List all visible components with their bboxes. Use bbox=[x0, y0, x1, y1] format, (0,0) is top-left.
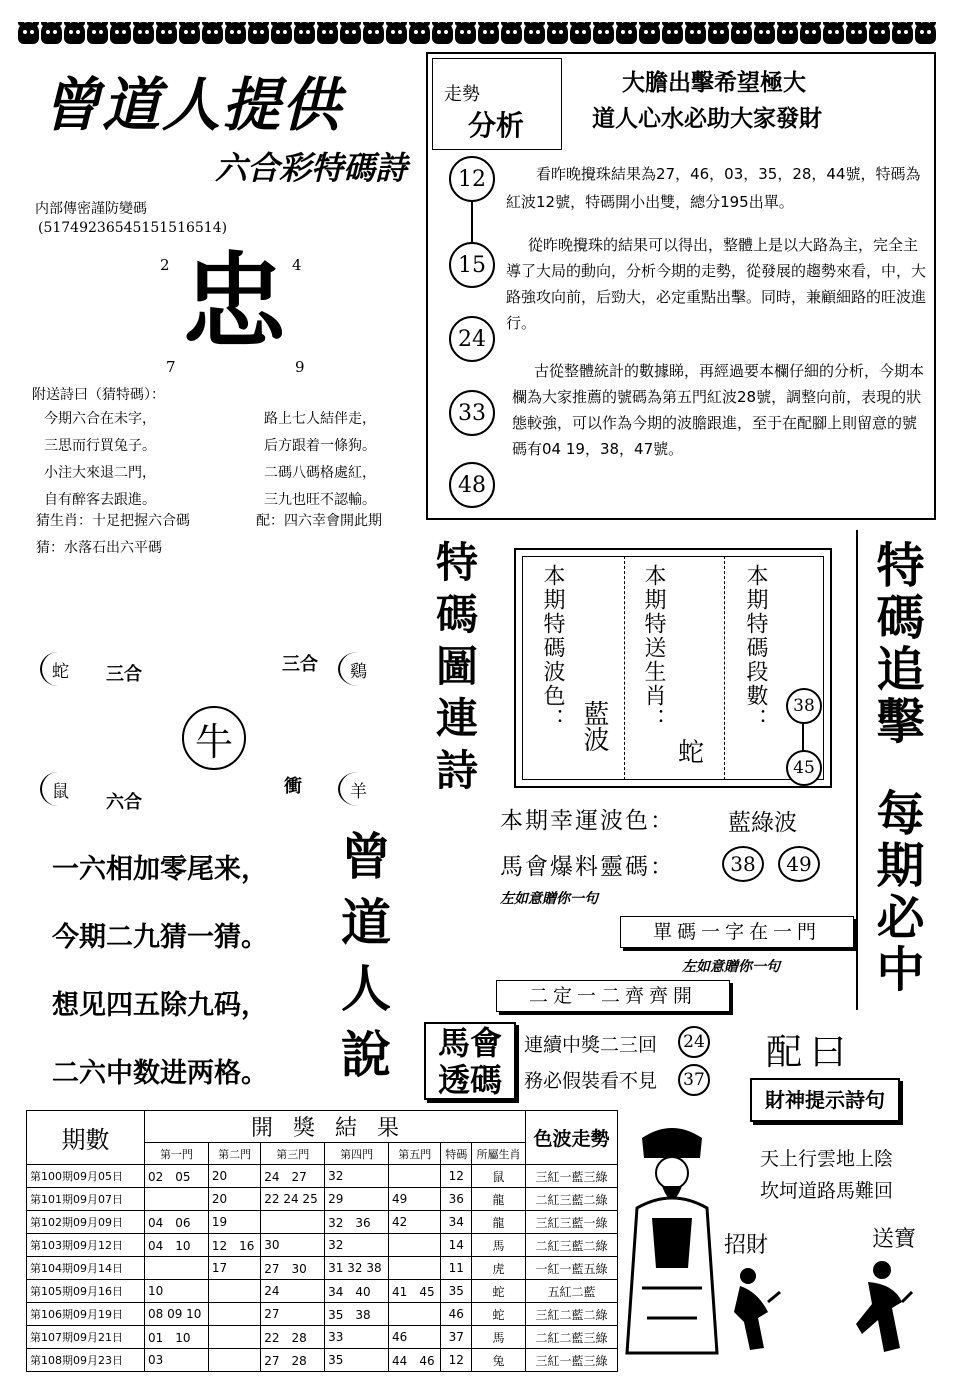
gate-header: 第四門 bbox=[325, 1143, 389, 1165]
bull-icon bbox=[455, 22, 476, 44]
analysis-label-2: 分析 bbox=[468, 109, 525, 142]
ball-number: 49 bbox=[786, 852, 812, 876]
gift-label-1: 左如意贈你一句 bbox=[500, 891, 598, 907]
zodiac-snake bbox=[40, 652, 76, 686]
bull-icon bbox=[685, 22, 706, 44]
table-row bbox=[27, 1165, 618, 1188]
bull-icon bbox=[846, 22, 867, 44]
ball-number: 48 bbox=[458, 472, 486, 498]
col1-answer: 藍波 bbox=[579, 700, 609, 752]
color-cell: 三紅三藍一綠 bbox=[526, 1211, 618, 1234]
poem-right bbox=[264, 406, 376, 514]
wealth-god-icon bbox=[622, 1118, 722, 1358]
gate-cell: 10 bbox=[145, 1280, 209, 1303]
poem-intro: 附送詩曰（猜特碼）： bbox=[32, 387, 165, 403]
bull-icon bbox=[110, 22, 131, 44]
table-row bbox=[27, 1303, 618, 1326]
ball-number: 38 bbox=[793, 696, 815, 716]
gate-cell: 04 10 bbox=[145, 1234, 209, 1257]
gate-cell: 17 bbox=[208, 1257, 260, 1280]
bull-icon bbox=[317, 22, 338, 44]
bull-icon bbox=[892, 22, 913, 44]
ball-number: 12 bbox=[458, 166, 486, 192]
code-label: 内部傳密謹防變碼 bbox=[35, 201, 147, 217]
gate-cell bbox=[208, 1326, 260, 1349]
zodiac-label: 羊 bbox=[350, 782, 367, 802]
gate-cell: 41 45 bbox=[389, 1280, 441, 1303]
gate-cell bbox=[145, 1188, 209, 1211]
bull-icon bbox=[547, 22, 568, 44]
zodiac-cell: 馬 bbox=[472, 1234, 526, 1257]
leak-ball-37 bbox=[678, 1064, 710, 1096]
special-cell: 12 bbox=[441, 1165, 472, 1188]
zodiac-cell: 蛇 bbox=[472, 1280, 526, 1303]
special-cell: 12 bbox=[441, 1349, 472, 1372]
bull-icon bbox=[179, 22, 200, 44]
leak-title: 馬會透碼 bbox=[437, 1024, 502, 1099]
wealth-title: 財神提示詩句 bbox=[765, 1088, 885, 1112]
gate-cell: 32 bbox=[325, 1165, 389, 1188]
header-color: 色波走勢 bbox=[526, 1111, 618, 1165]
bull-icon bbox=[616, 22, 637, 44]
period-cell: 第103期09月12日 bbox=[27, 1234, 145, 1257]
gate-cell: 30 bbox=[261, 1234, 325, 1257]
period-cell: 第104期09月14日 bbox=[27, 1257, 145, 1280]
sanhe-right: 三合 bbox=[282, 654, 318, 675]
bull-icon bbox=[386, 22, 407, 44]
liuhe: 六合 bbox=[106, 792, 142, 813]
color-cell: 二紅二藍三綠 bbox=[526, 1326, 618, 1349]
zodiac-cell: 龍 bbox=[472, 1211, 526, 1234]
ball-24 bbox=[449, 316, 495, 362]
table-row bbox=[27, 1257, 618, 1280]
gift-text-1: 單碼一字在一門 bbox=[652, 921, 821, 943]
ball-number: 37 bbox=[683, 1070, 705, 1090]
analysis-para-3: 古從整體統計的數據睇，再經過要本欄仔細的分析，今期本欄為大家推薦的號碼為第五門紅波28號，調整向前，表現的狀態較強，可以作為今期的波膽跟進，至于在配腳上則留意的號碼有04 19，38，47號。 bbox=[512, 362, 925, 458]
ball-number: 24 bbox=[683, 1032, 705, 1052]
poem-line: 三九也旺不認輸。 bbox=[264, 492, 376, 508]
color-cell: 二紅三藍二綠 bbox=[526, 1188, 618, 1211]
special-cell: 34 bbox=[441, 1211, 472, 1234]
zhao-cai-figure-icon bbox=[728, 1262, 784, 1352]
col-divider bbox=[724, 556, 725, 780]
zhong-n2: 4 bbox=[292, 256, 302, 274]
gate-cell bbox=[389, 1234, 441, 1257]
bull-icon bbox=[869, 22, 890, 44]
color-cell: 三紅二藍二綠 bbox=[526, 1303, 618, 1326]
bull-icon bbox=[593, 22, 614, 44]
gate-cell bbox=[208, 1349, 260, 1372]
gate-header: 所屬生肖 bbox=[472, 1143, 526, 1165]
bull-icon bbox=[708, 22, 729, 44]
bull-border bbox=[18, 22, 938, 48]
period-cell: 第108期09月23日 bbox=[27, 1349, 145, 1372]
bull-icon bbox=[225, 22, 246, 44]
gate-cell bbox=[389, 1303, 441, 1326]
spirit-ball-38 bbox=[722, 846, 764, 882]
bull-icon bbox=[754, 22, 775, 44]
table-row bbox=[27, 1211, 618, 1234]
bull-icon bbox=[639, 22, 660, 44]
bull-icon bbox=[823, 22, 844, 44]
zhong-n1: 2 bbox=[160, 256, 170, 274]
col2-answer: 蛇 bbox=[678, 738, 705, 768]
zodiac-rooster bbox=[338, 652, 378, 686]
poem-line: 自有醉客去跟進。 bbox=[44, 492, 156, 508]
bull-icon bbox=[64, 22, 85, 44]
zhong-n3: 7 bbox=[166, 358, 176, 376]
col3-label: 本期特碼段數： bbox=[743, 564, 768, 732]
gate-cell bbox=[208, 1280, 260, 1303]
color-cell: 三紅一藍三綠 bbox=[526, 1165, 618, 1188]
gate-header: 第五門 bbox=[389, 1143, 441, 1165]
gate-cell: 20 bbox=[208, 1165, 260, 1188]
bull-icon bbox=[731, 22, 752, 44]
bull-icon bbox=[570, 22, 591, 44]
spirit-ball-49 bbox=[778, 846, 820, 882]
bull-icon bbox=[363, 22, 384, 44]
chant-speaker: 曾道人說 bbox=[333, 830, 392, 1094]
bull-icon bbox=[800, 22, 821, 44]
poem-line: 今期六合在未字， bbox=[44, 411, 156, 427]
period-cell: 第102期09月09日 bbox=[27, 1211, 145, 1234]
col3-ball-38 bbox=[786, 688, 822, 724]
gate-cell: 34 40 bbox=[325, 1280, 389, 1303]
code-value: (5174923654515151651​4) bbox=[38, 220, 228, 236]
chant-line: 一六相加零尾来， bbox=[52, 854, 268, 885]
zodiac-label: 鷄 bbox=[350, 662, 367, 682]
bull-icon bbox=[294, 22, 315, 44]
headline-1: 大膽出擊希望極大 bbox=[622, 70, 806, 96]
zhong-char: 忠 bbox=[182, 240, 287, 363]
gift-box-1 bbox=[620, 916, 854, 948]
bull-icon bbox=[133, 22, 154, 44]
poem-left bbox=[44, 406, 156, 514]
bull-icon bbox=[478, 22, 499, 44]
col-divider bbox=[624, 556, 625, 780]
ball-number: 38 bbox=[730, 852, 756, 876]
bull-icon bbox=[501, 22, 522, 44]
pei-title: 配曰 bbox=[766, 1032, 855, 1073]
leak-ball-24 bbox=[678, 1026, 710, 1058]
zodiac-label: 蛇 bbox=[52, 662, 69, 682]
gate-cell: 35 bbox=[325, 1349, 389, 1372]
bull-icon bbox=[156, 22, 177, 44]
zodiac-rat bbox=[40, 772, 76, 806]
zodiac-cell: 虎 bbox=[472, 1257, 526, 1280]
table-row bbox=[27, 1188, 618, 1211]
period-cell: 第101期09月07日 bbox=[27, 1188, 145, 1211]
header-result: 開獎結果 bbox=[145, 1111, 526, 1143]
gate-cell: 03 bbox=[145, 1349, 209, 1372]
period-cell: 第100期09月05日 bbox=[27, 1165, 145, 1188]
ball-number: 45 bbox=[793, 758, 815, 778]
gate-cell bbox=[145, 1257, 209, 1280]
col3-connector bbox=[802, 724, 804, 752]
ball-connector bbox=[471, 200, 473, 242]
ball-15 bbox=[449, 242, 495, 288]
gate-cell: 46 bbox=[389, 1326, 441, 1349]
gate-cell: 29 bbox=[325, 1188, 389, 1211]
gate-cell bbox=[389, 1165, 441, 1188]
sanhe-left: 三合 bbox=[106, 664, 142, 685]
bull-icon bbox=[777, 22, 798, 44]
bull-icon bbox=[915, 22, 936, 44]
period-cell: 第106期09月19日 bbox=[27, 1303, 145, 1326]
special-cell: 14 bbox=[441, 1234, 472, 1257]
header-period: 期數 bbox=[27, 1111, 145, 1165]
chant-line: 今期二九猜一猜。 bbox=[52, 922, 268, 953]
zodiac-center bbox=[182, 706, 246, 770]
leak-line-2: 務必假裝看不見 bbox=[524, 1070, 658, 1092]
table-row bbox=[27, 1280, 618, 1303]
spirit-label: 馬會爆料靈碼： bbox=[500, 854, 675, 880]
gate-header: 第二門 bbox=[208, 1143, 260, 1165]
zodiac-cell: 蛇 bbox=[472, 1303, 526, 1326]
ball-33 bbox=[449, 390, 495, 436]
gate-cell: 35 38 bbox=[325, 1303, 389, 1326]
gate-cell: 27 bbox=[261, 1303, 325, 1326]
pair-label: 配：四六幸會開此期 bbox=[256, 513, 382, 529]
color-cell: 二紅三藍二綠 bbox=[526, 1234, 618, 1257]
zodiac-label: 鼠 bbox=[52, 782, 69, 802]
ball-12 bbox=[449, 156, 495, 202]
poem-line: 后方跟着一條狗。 bbox=[264, 438, 376, 454]
chant-line: 二六中数进两格。 bbox=[52, 1058, 268, 1089]
gate-cell: 22 24 25 bbox=[261, 1188, 325, 1211]
zodiac-cell: 龍 bbox=[472, 1188, 526, 1211]
gate-cell: 33 bbox=[325, 1326, 389, 1349]
results-table bbox=[26, 1110, 618, 1372]
zodiac-cell: 馬 bbox=[472, 1326, 526, 1349]
gate-cell: 04 06 bbox=[145, 1211, 209, 1234]
zhong-n4: 9 bbox=[295, 358, 305, 376]
gate-cell: 20 bbox=[208, 1188, 260, 1211]
ball-number: 24 bbox=[458, 326, 486, 352]
special-cell: 36 bbox=[441, 1188, 472, 1211]
poem-line: 三思而行買兔子。 bbox=[44, 438, 156, 454]
ball-number: 15 bbox=[458, 252, 486, 278]
wealth-line-2: 坎坷道路馬難回 bbox=[760, 1180, 894, 1202]
gift-text-2: 二定一二齊齊開 bbox=[528, 985, 697, 1007]
analysis-para-1: 看昨晚攪珠結果為27，46，03，35，28，44號，特碼為紅波12號，特碼開小出雙，總分195出單。 bbox=[506, 165, 921, 211]
leak-title-box bbox=[424, 1022, 516, 1100]
gate-cell: 27 30 bbox=[261, 1257, 325, 1280]
gate-cell: 01 10 bbox=[145, 1326, 209, 1349]
poem-line: 小注大來退二門， bbox=[44, 465, 156, 481]
table-row bbox=[27, 1349, 618, 1372]
bull-icon bbox=[41, 22, 62, 44]
chant bbox=[52, 836, 268, 1108]
page-title: 曾道人提供 bbox=[42, 71, 343, 139]
gift-label-2: 左如意贈你一句 bbox=[682, 959, 780, 975]
chant-line: 想见四五除九码， bbox=[52, 990, 268, 1021]
special-cell: 35 bbox=[441, 1280, 472, 1303]
gate-cell: 02 05 bbox=[145, 1165, 209, 1188]
gate-cell: 22 28 bbox=[261, 1326, 325, 1349]
bull-icon bbox=[248, 22, 269, 44]
song-bao-figure-icon bbox=[848, 1258, 914, 1356]
gate-cell: 19 bbox=[208, 1211, 260, 1234]
ball-48 bbox=[449, 462, 495, 508]
bull-icon bbox=[202, 22, 223, 44]
gate-cell: 08 09 10 bbox=[145, 1303, 209, 1326]
gate-cell: 24 27 bbox=[261, 1165, 325, 1188]
gift-box-2 bbox=[496, 980, 730, 1012]
poem-line: 路上七人結伴走， bbox=[264, 411, 376, 427]
gate-header: 第三門 bbox=[261, 1143, 325, 1165]
special-cell: 37 bbox=[441, 1326, 472, 1349]
table-row bbox=[27, 1326, 618, 1349]
gate-cell: 12 16 bbox=[208, 1234, 260, 1257]
analysis-para-2: 從昨晚攪珠的結果可以得出，整體上是以大路為主，完全主導了大局的動向，分析今期的走勢，從發展的趨勢來看，中，大路強攻向前，后勁大，必定重點出擊。同時，兼顧細路的旺波進行。 bbox=[506, 236, 927, 332]
gate-cell: 31 32 38 bbox=[325, 1257, 389, 1280]
bull-icon bbox=[18, 22, 39, 44]
bull-icon bbox=[524, 22, 545, 44]
bull-icon bbox=[340, 22, 361, 44]
poem-line: 二碼八碼格處紅， bbox=[264, 465, 376, 481]
bull-icon bbox=[87, 22, 108, 44]
zodiac-cell: 鼠 bbox=[472, 1165, 526, 1188]
subtitle: 六合彩特碼詩 bbox=[215, 149, 408, 187]
chase-divider bbox=[856, 530, 858, 1010]
gate-cell: 49 bbox=[389, 1188, 441, 1211]
gate-cell: 44 46 bbox=[389, 1349, 441, 1372]
ball-number: 33 bbox=[458, 400, 486, 426]
gate-header: 特碼 bbox=[441, 1143, 472, 1165]
zodiac-center-char: 牛 bbox=[194, 719, 233, 764]
gate-cell: 27 28 bbox=[261, 1349, 325, 1372]
gate-cell bbox=[261, 1211, 325, 1234]
chase-bottom: 每期必中 bbox=[868, 788, 924, 996]
zodiac-cell: 兔 bbox=[472, 1349, 526, 1372]
gate-cell: 32 36 bbox=[325, 1211, 389, 1234]
color-cell: 五紅二藍 bbox=[526, 1280, 618, 1303]
special-cell: 11 bbox=[441, 1257, 472, 1280]
zodiac-goat bbox=[338, 772, 378, 806]
lucky-color-label: 本期幸運波色： bbox=[500, 808, 675, 834]
color-cell: 三紅一藍三綠 bbox=[526, 1349, 618, 1372]
guess-zodiac: 猜生肖：十足把握六合碼 bbox=[36, 513, 190, 529]
headline-2: 道人心水必助大家發財 bbox=[592, 106, 822, 132]
chong: 衝 bbox=[284, 776, 302, 797]
bull-icon bbox=[409, 22, 430, 44]
gate-cell: 24 bbox=[261, 1280, 325, 1303]
gate-cell: 42 bbox=[389, 1211, 441, 1234]
leak-line-1: 連續中獎二三回 bbox=[524, 1034, 658, 1056]
period-cell: 第105期09月16日 bbox=[27, 1280, 145, 1303]
col3-ball-45 bbox=[786, 750, 822, 786]
bull-icon bbox=[662, 22, 683, 44]
special-cell: 46 bbox=[441, 1303, 472, 1326]
lucky-color-value: 藍綠波 bbox=[728, 810, 797, 836]
gate-cell: 32 bbox=[325, 1234, 389, 1257]
gate-cell bbox=[389, 1257, 441, 1280]
zhao-cai: 招財 bbox=[724, 1233, 769, 1258]
table-row bbox=[27, 1234, 618, 1257]
bull-icon bbox=[271, 22, 292, 44]
wealth-line-1: 天上行雲地上陰 bbox=[760, 1148, 894, 1170]
chase-top: 特碼追擊 bbox=[868, 540, 924, 748]
bull-icon bbox=[432, 22, 453, 44]
col2-label: 本期特送生肖： bbox=[641, 564, 666, 732]
guess-number: 猜：水落石出六平碼 bbox=[36, 540, 162, 556]
special-poem-title: 特碼圖連詩 bbox=[430, 540, 479, 800]
song-bao: 送寶 bbox=[872, 1227, 917, 1252]
gate-header: 第一門 bbox=[145, 1143, 209, 1165]
color-cell: 一紅一藍五綠 bbox=[526, 1257, 618, 1280]
gate-cell bbox=[208, 1303, 260, 1326]
col1-label: 本期特碼波色： bbox=[540, 564, 565, 732]
analysis-label-1: 走勢 bbox=[444, 84, 480, 105]
wealth-title-box bbox=[750, 1078, 900, 1122]
period-cell: 第107期09月21日 bbox=[27, 1326, 145, 1349]
